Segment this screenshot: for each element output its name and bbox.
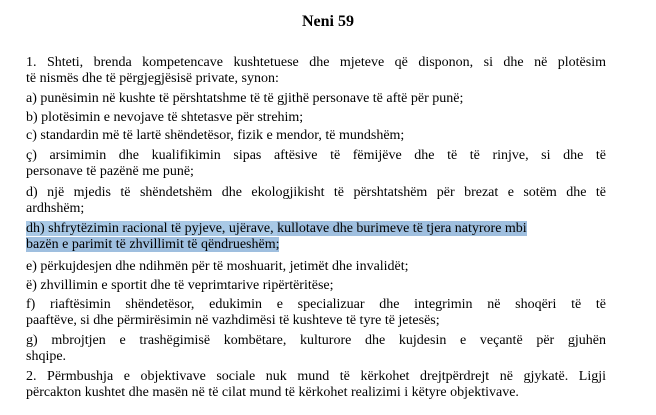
item-b: b) plotësimin e nevojave të shtetasve për strehim; [26,110,304,125]
article-title: Neni 59 [302,13,354,30]
item-d-line-2: ardhshëm; [26,201,85,216]
item-c-cedilla-line-2: personave të pazënë me punë; [26,164,194,179]
item-dh-line-2 [26,237,606,253]
item-a: a) punësimin në kushte të përshtatshme të të gjithë personave të aftë për punë; [26,91,464,106]
item-g-line-1: g) mbrojtjen e trashëgimisë kombëtare, kulturore dhe kujdesin e veçantë për gjuhën [26,333,606,348]
highlight-segment: kullotave dhe burimeve të tjera natyrore mbi [277,221,527,236]
item-c: c) standardin më të lartë shëndetësor, fizik e mendor, të mundshëm; [26,128,405,143]
item-f-line-2: paaftëve, si dhe përmirësimin në vazhdimësi të kushteve të tyre të jetesës; [26,313,440,328]
item-dh-line-1 [26,221,606,237]
paragraph-1-line-2: të nismës dhe të përgjegjësisë private, synon: [26,71,279,86]
item-g-line-2: shqipe. [26,349,67,364]
item-e-diaeresis: ë) zhvillimin e sportit dhe të veprimtarive ripërtëritëse; [26,278,334,293]
item-e: e) përkujdesjen dhe ndihmën për të moshuarit, jetimët dhe invalidët; [26,259,409,274]
highlight-segment: bazën e parimit të zhvillimit të qëndrueshëm; [26,237,280,252]
paragraph-1-line-1: 1. Shteti, brenda kompetencave kushtetuese dhe mjeteve që disponon, si dhe në plotësim [26,55,606,70]
paragraph-2-line-1: 2. Përmbushja e objektivave sociale nuk mund të kërkohet drejtpërdrejt në gjykatë. Ligji [26,369,606,384]
item-f-line-1: f) riaftësimin shëndetësor, edukimin e specializuar dhe integrimin në shoqëri të të [26,297,606,312]
item-d-line-1: d) një mjedis të shëndetshëm dhe ekologjikisht të përshtatshëm për brezat e sotëm dhe të [26,185,606,200]
highlight-segment: dh) shfrytëzimin racional të pyjeve, ujërave, [26,221,278,236]
paragraph-2-line-2: përcakton kushtet dhe masën në të cilat mund të kërkohet realizimi i këtyre objektivave. [26,385,519,400]
item-c-cedilla-line-1: ç) arsimimin dhe kualifikimin sipas aftësive të fëmijëve dhe të të rinjve, si dhe të [26,148,606,163]
